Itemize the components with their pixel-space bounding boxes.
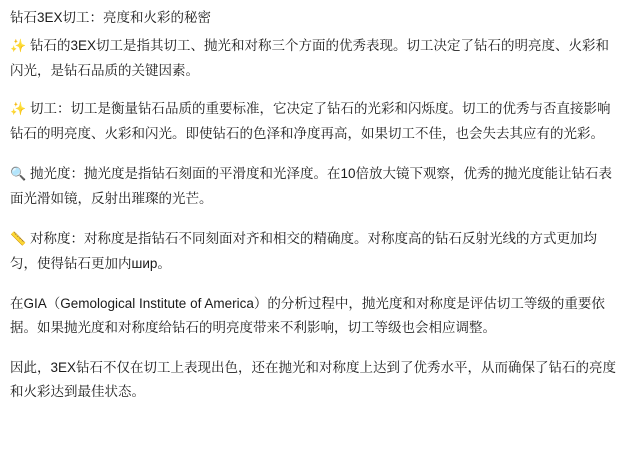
paragraph-text: 切工：切工是衡量钻石品质的重要标准，它决定了钻石的光彩和闪烁度。切工的优秀与否直接影响钻石的明亮度、火彩和闪光。即使钻石的色泽和净度再高，如果切工不佳，也会失去其应有的光彩。 [10, 101, 611, 141]
paragraph-conclusion: 因此，3EX钻石不仅在切工上表现出色，还在抛光和对称度上达到了优秀水平，从而确保了钻石的亮度和火彩达到最佳状态。 [10, 360, 617, 399]
ruler-icon: 📏 [10, 232, 27, 247]
paragraph-text: 抛光度：抛光度是指钻石刻面的平滑度和光泽度。在10倍放大镜下观察，优秀的抛光度能让钻石表面光滑如镜，反射出璀璨的光芒。 [10, 166, 612, 206]
magnifier-icon: 🔍 [10, 167, 27, 182]
paragraph-cut [10, 97, 616, 146]
paragraph-gia: 在GIA（Gemological Institute of America）的分析过程中，抛光度和对称度是评估切工等级的重要依据。如果抛光度和对称度给钻石的明亮度带来不利影响，切工等级也会相应调整。 [10, 296, 605, 335]
paragraph-text: 钻石的3EX切工是指其切工、抛光和对称三个方面的优秀表现。切工决定了钻石的明亮度、火彩和闪光，是钻石品质的关键因素。 [10, 38, 609, 78]
page-title: 钻石3EX切工：亮度和火彩的秘密 [10, 10, 212, 25]
paragraph-symmetry [10, 227, 616, 276]
paragraph-cut-overview [10, 34, 616, 83]
paragraph-polish [10, 162, 616, 211]
sparkle-star-icon: ✨ [10, 102, 27, 117]
paragraph-text: 对称度：对称度是指钻石不同刻面对齐和相交的精确度。对称度高的钻石反射光线的方式更加均匀，使得钻石更加内шир。 [10, 231, 597, 271]
sparkles-icon: ✨ [10, 39, 27, 54]
